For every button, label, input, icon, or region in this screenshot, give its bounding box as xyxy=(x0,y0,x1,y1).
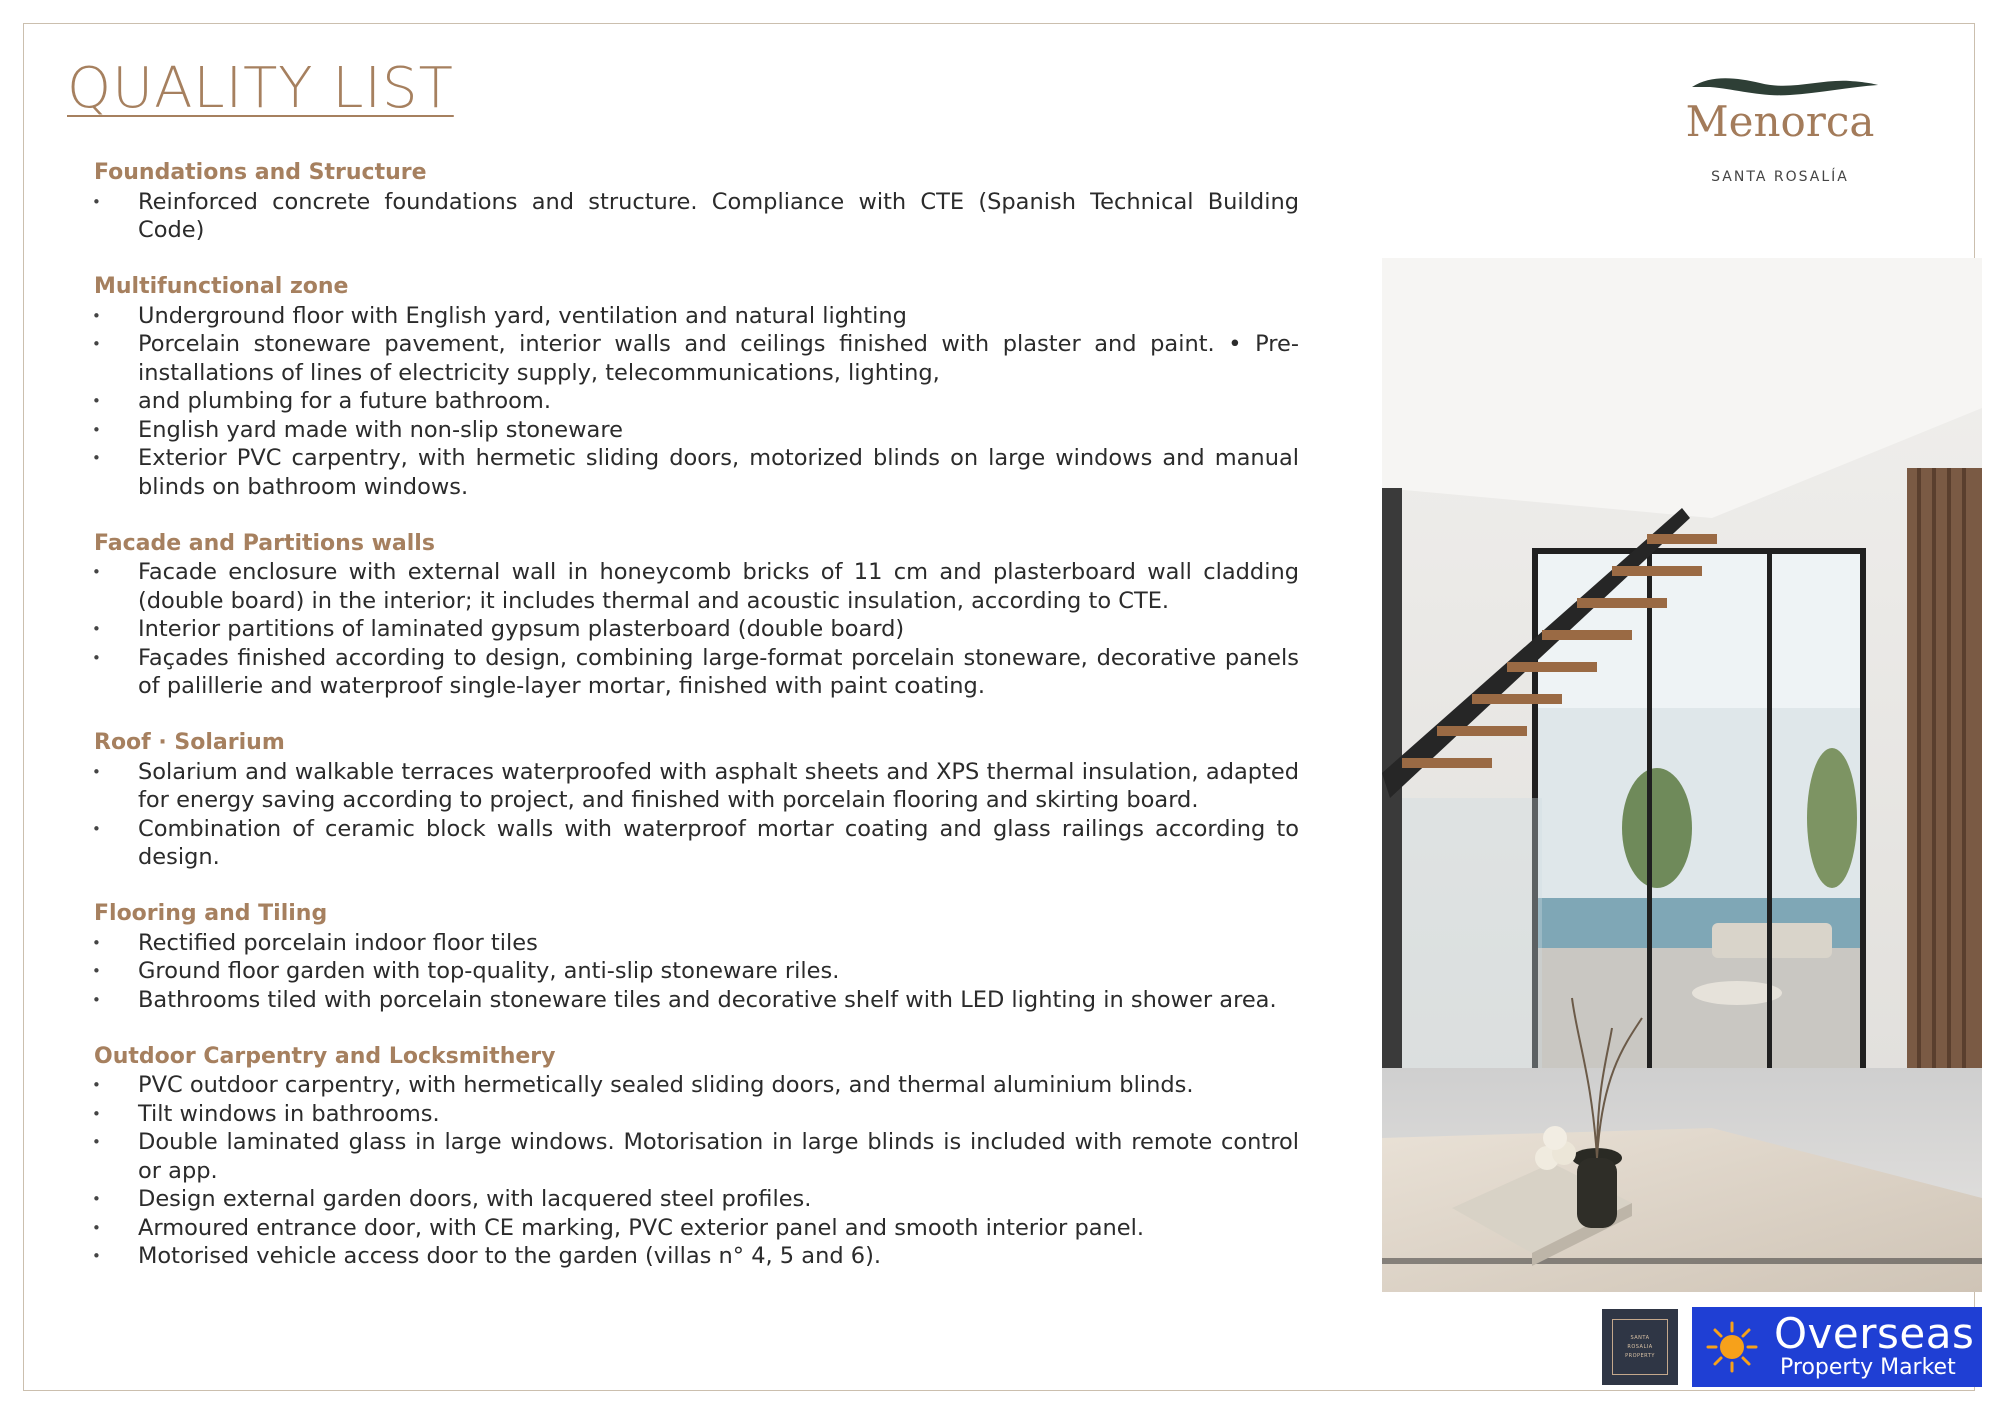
list-item: • Motorised vehicle access door to the garden (villas n° 4, 5 and 6). xyxy=(94,1242,1299,1271)
list-item: • Tilt windows in bathrooms. xyxy=(94,1100,1299,1129)
interior-photo xyxy=(1382,258,1982,1292)
page-title: QUALITY LIST xyxy=(67,56,454,121)
list-item: • Façades finished according to design, combining large-format porcelain stoneware, decorative panels of palillerie and waterproof single-layer mortar, finished with paint coating. xyxy=(94,644,1299,701)
section xyxy=(94,900,1299,1014)
list-item: • Design external garden doors, with lacquered steel profiles. xyxy=(94,1185,1299,1214)
logo-wave-icon xyxy=(1690,75,1880,97)
list-item: • English yard made with non-slip stoneware xyxy=(94,416,1299,445)
section xyxy=(94,530,1299,701)
list-item: • Ground floor garden with top-quality, anti-slip stoneware riles. xyxy=(94,957,1299,986)
section xyxy=(94,729,1299,872)
list-item: • Porcelain stoneware pavement, interior walls and ceilings finished with plaster and paint. • Pre-installations of lines of electricity supply, telecommunications, lighting, xyxy=(94,330,1299,387)
santa-rosalia-badge-text: SANTA ROSALIA PROPERTY xyxy=(1612,1319,1668,1375)
section xyxy=(94,159,1299,245)
item-list xyxy=(94,188,1299,245)
section xyxy=(94,273,1299,501)
section-heading: Foundations and Structure xyxy=(94,160,427,185)
list-item: • PVC outdoor carpentry, with hermetically sealed sliding doors, and thermal aluminium blinds. xyxy=(94,1071,1299,1100)
item-list xyxy=(94,929,1299,1015)
overseas-property-market-badge xyxy=(1692,1307,1982,1387)
list-item: • Armoured entrance door, with CE marking, PVC exterior panel and smooth interior panel. xyxy=(94,1214,1299,1243)
item-list xyxy=(94,1071,1299,1271)
section-heading: Roof · Solarium xyxy=(94,730,285,755)
list-item: • Solarium and walkable terraces waterproofed with asphalt sheets and XPS thermal insulation, adapted for energy saving according to project, and finished with porcelain flooring and skirting board. xyxy=(94,758,1299,815)
list-item: • Underground floor with English yard, ventilation and natural lighting xyxy=(94,302,1299,331)
section-heading: Facade and Partitions walls xyxy=(94,530,435,556)
item-list xyxy=(94,758,1299,872)
menorca-logo xyxy=(1660,75,1920,195)
property-market-text: Property Market xyxy=(1780,1355,1956,1380)
section xyxy=(94,1043,1299,1271)
sun-icon xyxy=(1706,1321,1758,1373)
list-item: • Exterior PVC carpentry, with hermetic sliding doors, motorized blinds on large windows and manual blinds on bathroom windows. xyxy=(94,444,1299,501)
item-list xyxy=(94,558,1299,701)
list-item: • Combination of ceramic block walls with waterproof mortar coating and glass railings according to design. xyxy=(94,815,1299,872)
list-item: • Rectified porcelain indoor floor tiles xyxy=(94,929,1299,958)
item-list xyxy=(94,302,1299,502)
santa-rosalia-property-badge xyxy=(1602,1309,1678,1385)
section-heading: Multifunctional zone xyxy=(94,274,349,299)
list-item: • and plumbing for a future bathroom. xyxy=(94,387,1299,416)
list-item: • Interior partitions of laminated gypsum plasterboard (double board) xyxy=(94,615,1299,644)
list-item: • Facade enclosure with external wall in honeycomb bricks of 11 cm and plasterboard wall cladding (double board) in the interior; it includes thermal and acoustic insulation, according to CTE. xyxy=(94,558,1299,615)
overseas-text: Overseas xyxy=(1774,1309,1975,1358)
list-item: • Double laminated glass in large windows. Motorisation in large blinds is included with remote control or app. xyxy=(94,1128,1299,1185)
logo-name: Menorca xyxy=(1685,97,1875,146)
list-item: • Bathrooms tiled with porcelain stoneware tiles and decorative shelf with LED lighting in shower area. xyxy=(94,986,1299,1015)
section-heading: Outdoor Carpentry and Locksmithery xyxy=(94,1043,556,1069)
section-heading: Flooring and Tiling xyxy=(94,901,328,926)
logo-subtitle: SANTA ROSALÍA xyxy=(1711,169,1849,185)
list-item: • Reinforced concrete foundations and structure. Compliance with CTE (Spanish Technical Building Code) xyxy=(94,188,1299,245)
quality-list xyxy=(94,159,1299,1299)
